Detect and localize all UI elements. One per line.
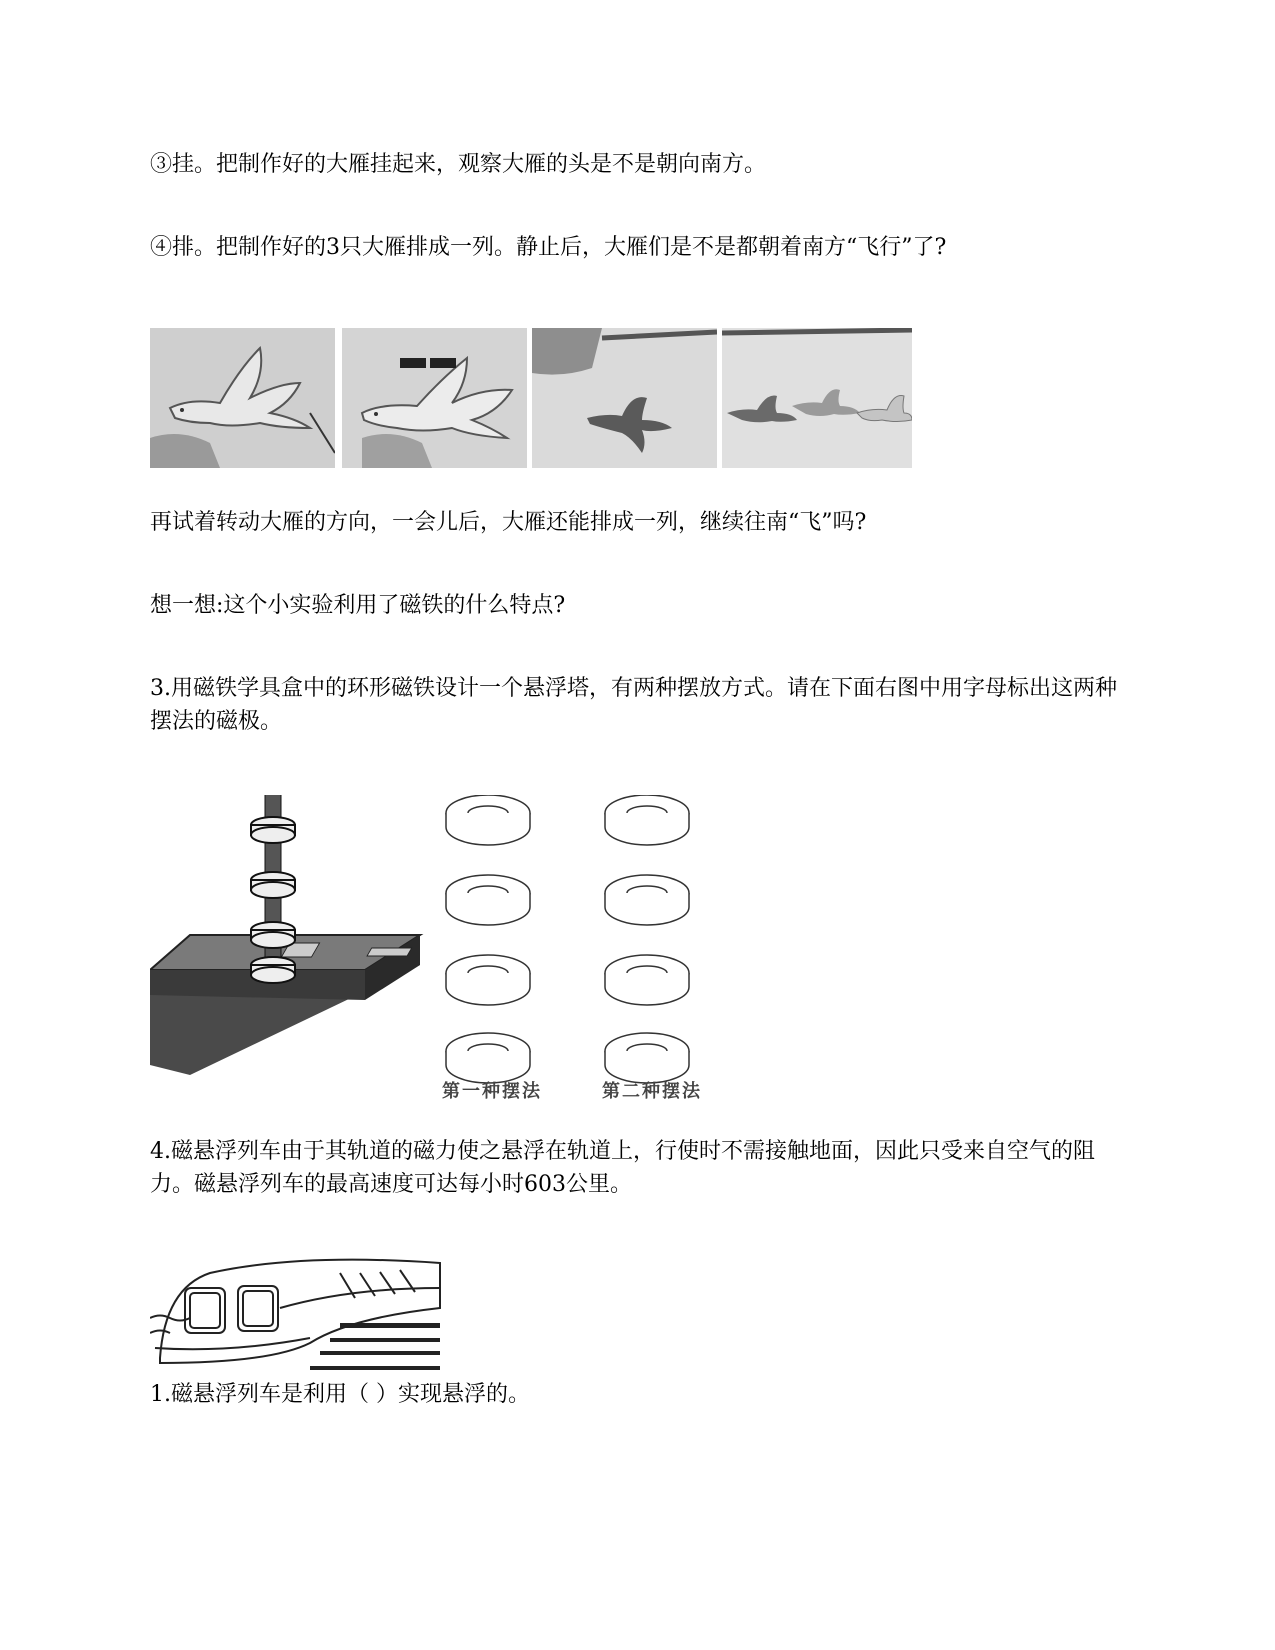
question-3-text: 3.用磁铁学具盒中的环形磁铁设计一个悬浮塔，有两种摆放方式。请在下面右图中用字母标出这两种摆法的磁极。: [150, 676, 1117, 734]
retry-text: 再试着转动大雁的方向，一会儿后，大雁还能排成一列，继续往南“飞”吗?: [150, 510, 867, 535]
ring-column-first: [446, 795, 530, 1083]
goose-cutout-photo: [150, 328, 335, 468]
goose-magnet-photo: [342, 328, 527, 468]
geese-row-photo: [722, 328, 912, 468]
tower-illustration: [150, 795, 750, 1125]
caption-second-arrangement: 第二种摆法: [602, 1081, 702, 1102]
maglev-train-figure: [150, 1248, 460, 1378]
goose-hanging-photo: [532, 328, 717, 468]
question-4-text: 4.磁悬浮列车由于其轨道的磁力使之悬浮在轨道上，行使时不需接触地面，因此只受来自空气的阻力。磁悬浮列车的最高速度可达每小时603公里。: [150, 1139, 1095, 1197]
caption-first-arrangement: 第一种摆法: [442, 1081, 542, 1102]
question-4-1-text: 1.磁悬浮列车是利用（ ）实现悬浮的。: [150, 1382, 530, 1407]
think-text: 想一想:这个小实验利用了磁铁的什么特点?: [150, 593, 566, 618]
ring-column-second: [605, 795, 689, 1083]
goose-photo-strip: [150, 328, 950, 468]
levitation-tower-figure: [150, 795, 750, 1125]
step3-text: ③挂。把制作好的大雁挂起来，观察大雁的头是不是朝向南方。: [150, 152, 767, 177]
step4-text: ④排。把制作好的3只大雁排成一列。静止后，大雁们是不是都朝着南方“飞行”了?: [150, 235, 947, 260]
